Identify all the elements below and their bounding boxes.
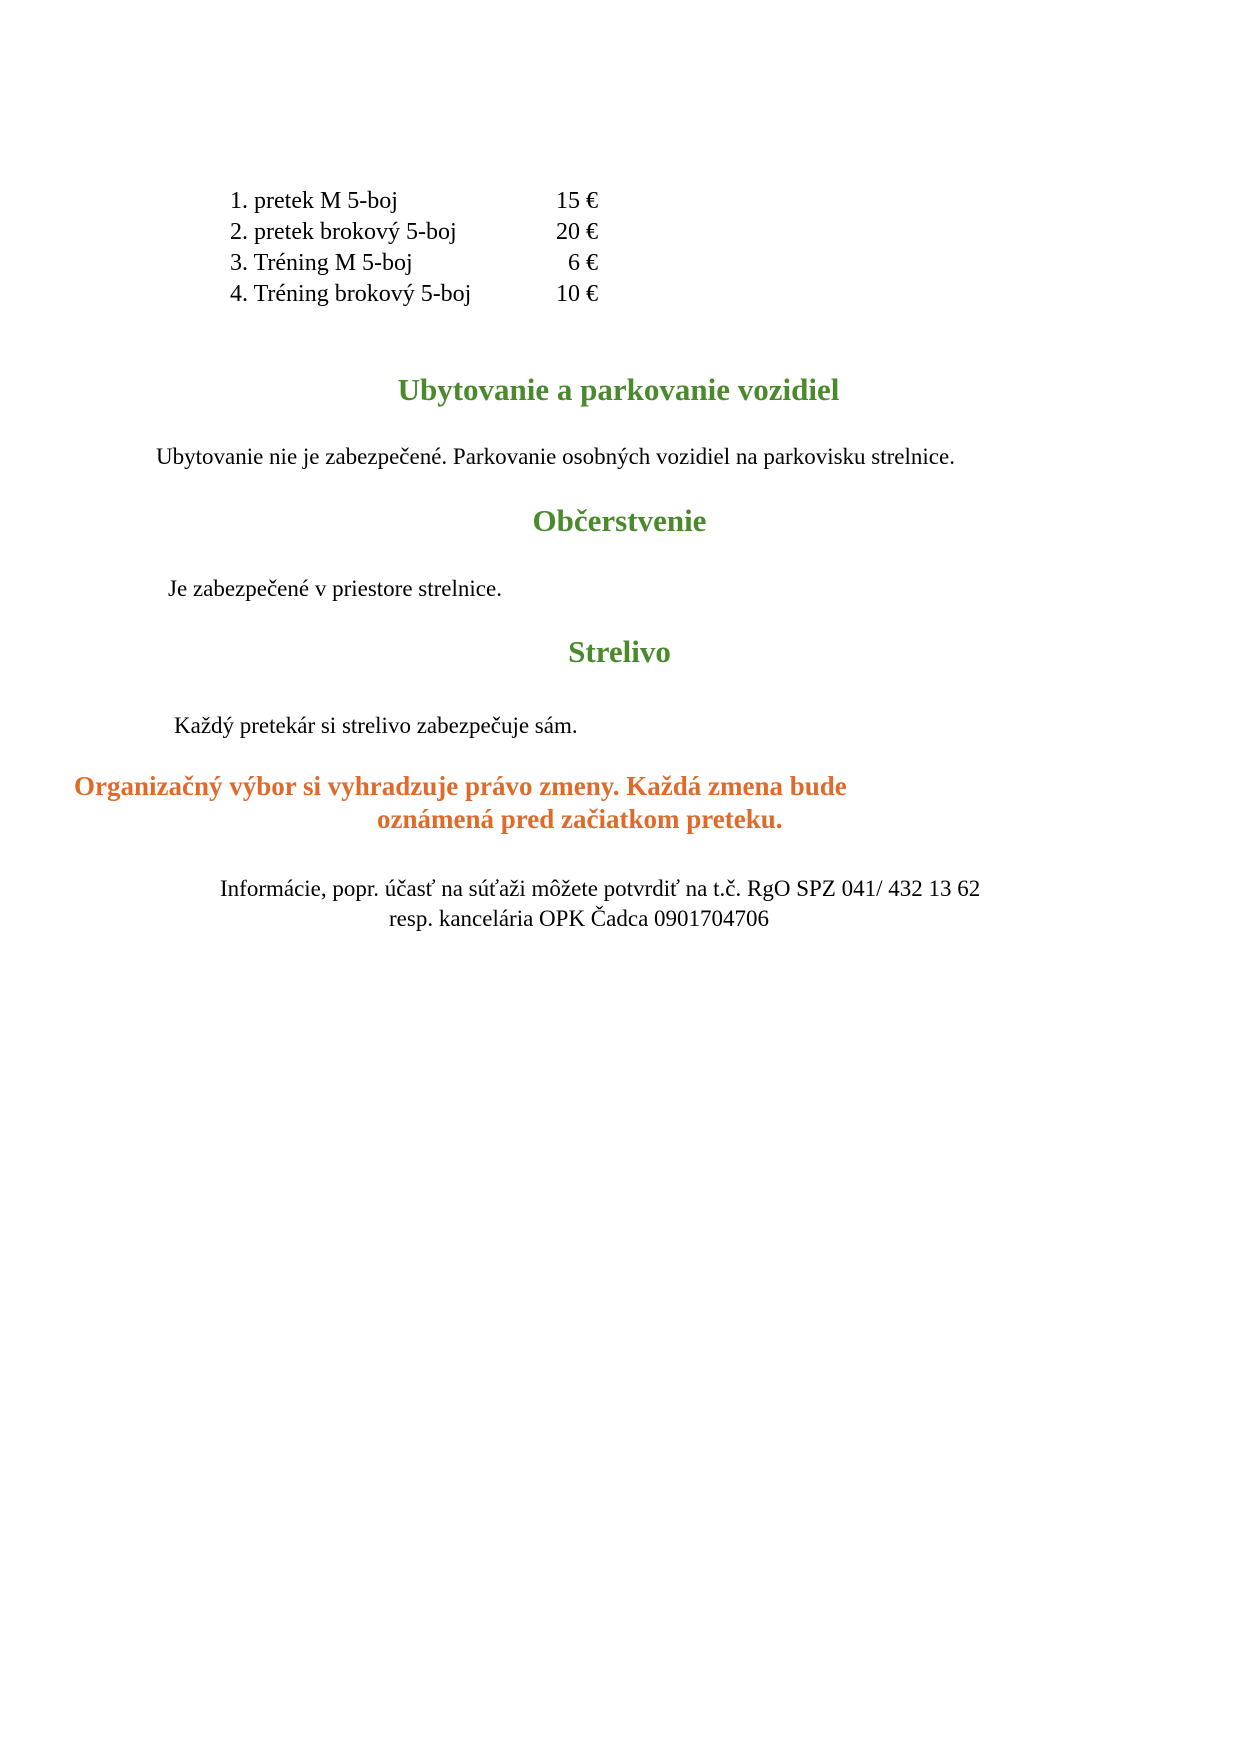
fee-price: 10 € [556, 281, 598, 307]
fee-label: 3. Tréning M 5-boj [230, 250, 413, 276]
fee-label: 2. pretek brokový 5-boj [230, 219, 457, 245]
fee-list [230, 186, 670, 310]
fee-label: 1. pretek M 5-boj [230, 188, 398, 214]
refreshments-heading: Občerstvenie [532, 503, 707, 538]
fee-row [230, 186, 670, 217]
accommodation-text: Ubytovanie nie je zabezpečené. Parkovanie osobných vozidiel na parkovisku strelnice. [156, 444, 955, 469]
organizer-notice-line2: oznámená pred začiatkom preteku. [377, 804, 783, 834]
fee-price: 6 € [568, 250, 598, 276]
contact-info-line1: Informácie, popr. účasť na súťaži môžete potvrdiť na t.č. RgO SPZ 041/ 432 13 62 [220, 876, 981, 901]
accommodation-heading: Ubytovanie a parkovanie vozidiel [397, 372, 840, 407]
fee-row [230, 248, 670, 279]
ammunition-text: Každý pretekár si strelivo zabezpečuje sám. [174, 713, 578, 738]
ammunition-heading: Strelivo [568, 634, 671, 669]
fee-row [230, 279, 670, 310]
fee-label: 4. Tréning brokový 5-boj [230, 281, 472, 307]
contact-info-line2: resp. kancelária OPK Čadca 0901704706 [389, 906, 770, 931]
fee-price: 20 € [556, 219, 598, 245]
refreshments-text: Je zabezpečené v priestore strelnice. [168, 576, 502, 601]
fee-price: 15 € [556, 188, 598, 214]
fee-row [230, 217, 670, 248]
organizer-notice-line1: Organizačný výbor si vyhradzuje právo zmeny. Každá zmena bude [74, 771, 847, 801]
